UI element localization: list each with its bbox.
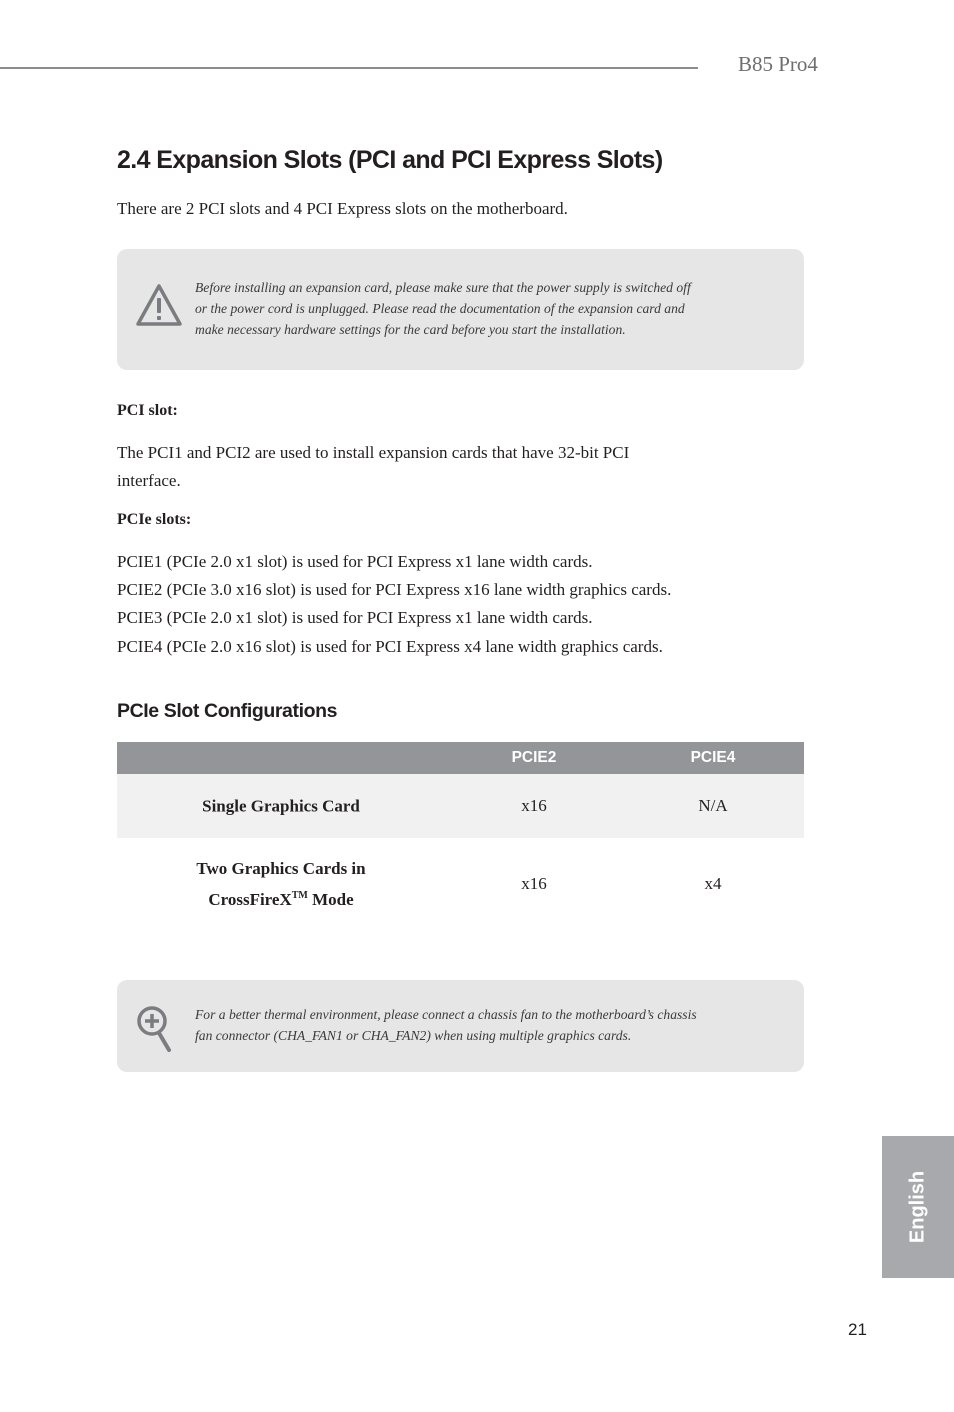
cell-pcie2: x16 xyxy=(521,874,547,893)
caution-line: or the power cord is unplugged. Please read the documentation of the expansion card and xyxy=(195,301,685,316)
header-model-name: B85 Pro4 xyxy=(738,52,818,76)
column-header-pcie2: PCIE2 xyxy=(511,749,557,766)
row-label-line: Two Graphics Cards in xyxy=(196,859,366,878)
section-title: 2.4 Expansion Slots (PCI and PCI Express Slots) xyxy=(117,146,663,174)
pcie-line: PCIE1 (PCIe 2.0 x1 slot) is used for PCI Express x1 lane width cards. xyxy=(117,552,593,571)
row-label xyxy=(196,855,365,913)
column-header-pcie4: PCIE4 xyxy=(690,749,736,766)
trademark-mark: TM xyxy=(291,890,308,901)
pcie-slots-heading: PCIe slots: xyxy=(117,511,192,528)
header-rule xyxy=(0,67,698,69)
caution-note xyxy=(117,249,804,370)
tip-line: For a better thermal environment, please connect a chassis fan to the motherboard’s chassis xyxy=(195,1007,697,1022)
cell-pcie4: N/A xyxy=(698,796,728,815)
tip-note xyxy=(117,980,804,1072)
table-header xyxy=(117,742,804,774)
mode-text: Mode xyxy=(307,890,354,909)
cell-pcie4: x4 xyxy=(704,874,722,893)
caution-text xyxy=(195,277,691,340)
crossfirex-text: CrossFireX xyxy=(208,890,292,909)
pci-slot-heading: PCI slot: xyxy=(117,402,178,419)
pci-line: interface. xyxy=(117,471,181,490)
intro-text: There are 2 PCI slots and 4 PCI Express slots on the motherboard. xyxy=(117,199,568,218)
row-label-line xyxy=(196,882,365,913)
table-row xyxy=(117,774,804,838)
pcie-config-table xyxy=(117,742,804,932)
language-tab-label: English xyxy=(906,1170,929,1244)
pci-line: The PCI1 and PCI2 are used to install expansion cards that have 32-bit PCI xyxy=(117,443,630,462)
caution-line: Before installing an expansion card, please make sure that the power supply is switched off xyxy=(195,280,691,295)
page-number: 21 xyxy=(848,1320,867,1339)
pcie-line: PCIE3 (PCIe 2.0 x1 slot) is used for PCI Express x1 lane width cards. xyxy=(117,608,593,627)
tip-text xyxy=(195,1004,697,1046)
language-tab xyxy=(882,1136,954,1278)
magnifier-plus-icon xyxy=(135,1004,175,1054)
warning-triangle-icon xyxy=(135,283,183,327)
tip-line: fan connector (CHA_FAN1 or CHA_FAN2) when using multiple graphics cards. xyxy=(195,1028,632,1043)
pcie-slots-list xyxy=(117,548,671,661)
table-row xyxy=(117,838,804,932)
pcie-line: PCIE4 (PCIe 2.0 x16 slot) is used for PCI Express x4 lane width graphics cards. xyxy=(117,637,663,656)
row-label: Single Graphics Card xyxy=(202,796,360,816)
pci-slot-text xyxy=(117,439,629,495)
caution-line: make necessary hardware settings for the card before you start the installation. xyxy=(195,322,626,337)
table-title: PCIe Slot Configurations xyxy=(117,700,338,722)
pcie-line: PCIE2 (PCIe 3.0 x16 slot) is used for PCI Express x16 lane width graphics cards. xyxy=(117,580,672,599)
cell-pcie2: x16 xyxy=(521,796,547,815)
